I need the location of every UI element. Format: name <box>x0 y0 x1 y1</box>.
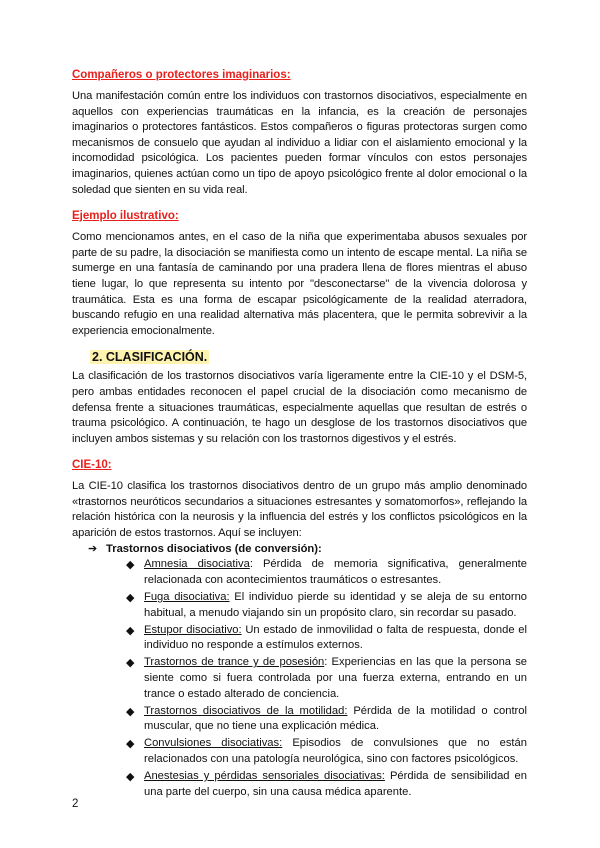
list-item <box>126 557 527 588</box>
disorder-list <box>72 557 527 800</box>
diamond-bullet-icon: ◆ <box>126 705 135 718</box>
disorder-term: Trastornos de trance y de posesión <box>144 656 325 669</box>
example-heading: Ejemplo ilustrativo: <box>72 210 179 223</box>
disorder-description: : Experiencias en las que la persona se siente como si fuera controlada por una fuerza externa, entrando en un trance o estado alterado de conciencia. <box>144 656 528 700</box>
list-item <box>126 590 527 621</box>
example-paragraph: Como mencionamos antes, en el caso de la niña que experimentaba abusos sexuales por parte de su padre, la disociación se manifiesta como un intento de escape mental. La niña se sumerge en una fantasía de caminando por una pradera llena de flores mientras el abuso tiene lugar, lo que representa su intento por "desconectarse" de la vivencia dolorosa y traumática. Esta es una forma de escapar psicológicamente de la realidad aterradora, buscando refugio en una realidad alternativa más placentera, que le permita sobrevivir a la experiencia emocionalmente. <box>72 231 527 337</box>
disorder-term: Fuga disociativa: <box>144 590 230 603</box>
disorder-term: Estupor disociativo: <box>144 623 242 636</box>
arrow-icon: ➔ <box>88 542 98 555</box>
disorder-description: Episodios de convulsiones que no están relacionados con una patología neurológica, sino con factores psicológicos. <box>144 737 527 765</box>
diamond-bullet-icon: ◆ <box>126 738 135 751</box>
disorder-description: : Pérdida de memoria significativa, generalmente relacionada con acontecimientos traumáticos o estresantes. <box>144 558 527 586</box>
list-item <box>126 704 527 735</box>
classification-paragraph: La clasificación de los trastornos disociativos varía ligeramente entre la CIE-10 y el DSM-5, pero ambas entidades reconocen el papel crucial de la disociación como mecanismo de defensa frente a situaciones traumáticas, especialmente aquellas que resultan de estrés o trauma psicológico. A continuación, te hago un desglose de los trastornos disociativos que incluyen ambos sistemas y su relación con los trastornos digestivos y el estrés. <box>72 370 527 445</box>
classification-title-text: 2. CLASIFICACIÓN. <box>92 350 208 365</box>
cie10-paragraph: La CIE-10 clasifica los trastornos disociativos dentro de un grupo más amplio denominado «trastornos neuróticos secundarios a situaciones estresantes y somatomorfos», reflejando la relación histórica con la neurosis y la influencia del estrés y los conflictos psicológicos en la aparición de estos trastornos. Aquí se incluyen: <box>72 480 527 540</box>
page-number: 2 <box>72 798 79 810</box>
diamond-bullet-icon: ◆ <box>126 591 135 604</box>
disorder-term: Convulsiones disociativas: <box>144 737 283 750</box>
list-item <box>126 769 527 800</box>
cie10-subheading-row <box>88 542 527 558</box>
disorder-term: Amnesia disociativa <box>144 558 250 571</box>
list-item <box>126 623 527 654</box>
disorder-description: Pérdida de la motilidad o control muscular, que no tiene una explicación médica. <box>144 704 527 733</box>
disorder-description: El individuo pierde su identidad y se aleja de su entorno habitual, a menudo viajando sin un propósito claro, sin recordar su pasado. <box>144 590 528 619</box>
disorder-term: Trastornos disociativos de la motilidad: <box>144 704 348 717</box>
classification-title <box>90 349 527 365</box>
document-page <box>72 68 527 802</box>
diamond-bullet-icon: ◆ <box>126 559 135 572</box>
cie10-subheading: Trastornos disociativos (de conversión): <box>106 542 322 555</box>
companions-heading: Compañeros o protectores imaginarios: <box>72 69 291 81</box>
companions-paragraph: Una manifestación común entre los individuos con trastornos disociativos, especialmente en aquellos con experiencias traumáticas en la infancia, es la creación de personajes imaginarios o protectores fantásticos. Estos compañeros o figuras protectoras surgen como mecanismos de consuelo que ayudan al individuo a lidiar con el aislamiento emocional y la incomodidad psicológica. Los pacientes pueden formar vínculos con estos personajes imaginarios, quienes actúan como un tipo de apoyo psicológico frente al dolor emocional o la soledad que sienten en su vida real. <box>72 90 527 196</box>
diamond-bullet-icon: ◆ <box>126 770 135 783</box>
disorder-term: Anestesias y pérdidas sensoriales disociativas: <box>144 769 385 782</box>
list-item <box>126 655 527 702</box>
list-item <box>126 736 527 767</box>
diamond-bullet-icon: ◆ <box>126 624 135 637</box>
disorder-description: Un estado de inmovilidad o falta de respuesta, donde el individuo no responde a estímulos externos. <box>144 623 527 652</box>
disorder-description: Pérdida de sensibilidad en una parte del cuerpo, sin una causa médica aparente. <box>144 769 527 798</box>
cie10-heading: CIE-10: <box>72 459 112 472</box>
diamond-bullet-icon: ◆ <box>126 657 135 670</box>
